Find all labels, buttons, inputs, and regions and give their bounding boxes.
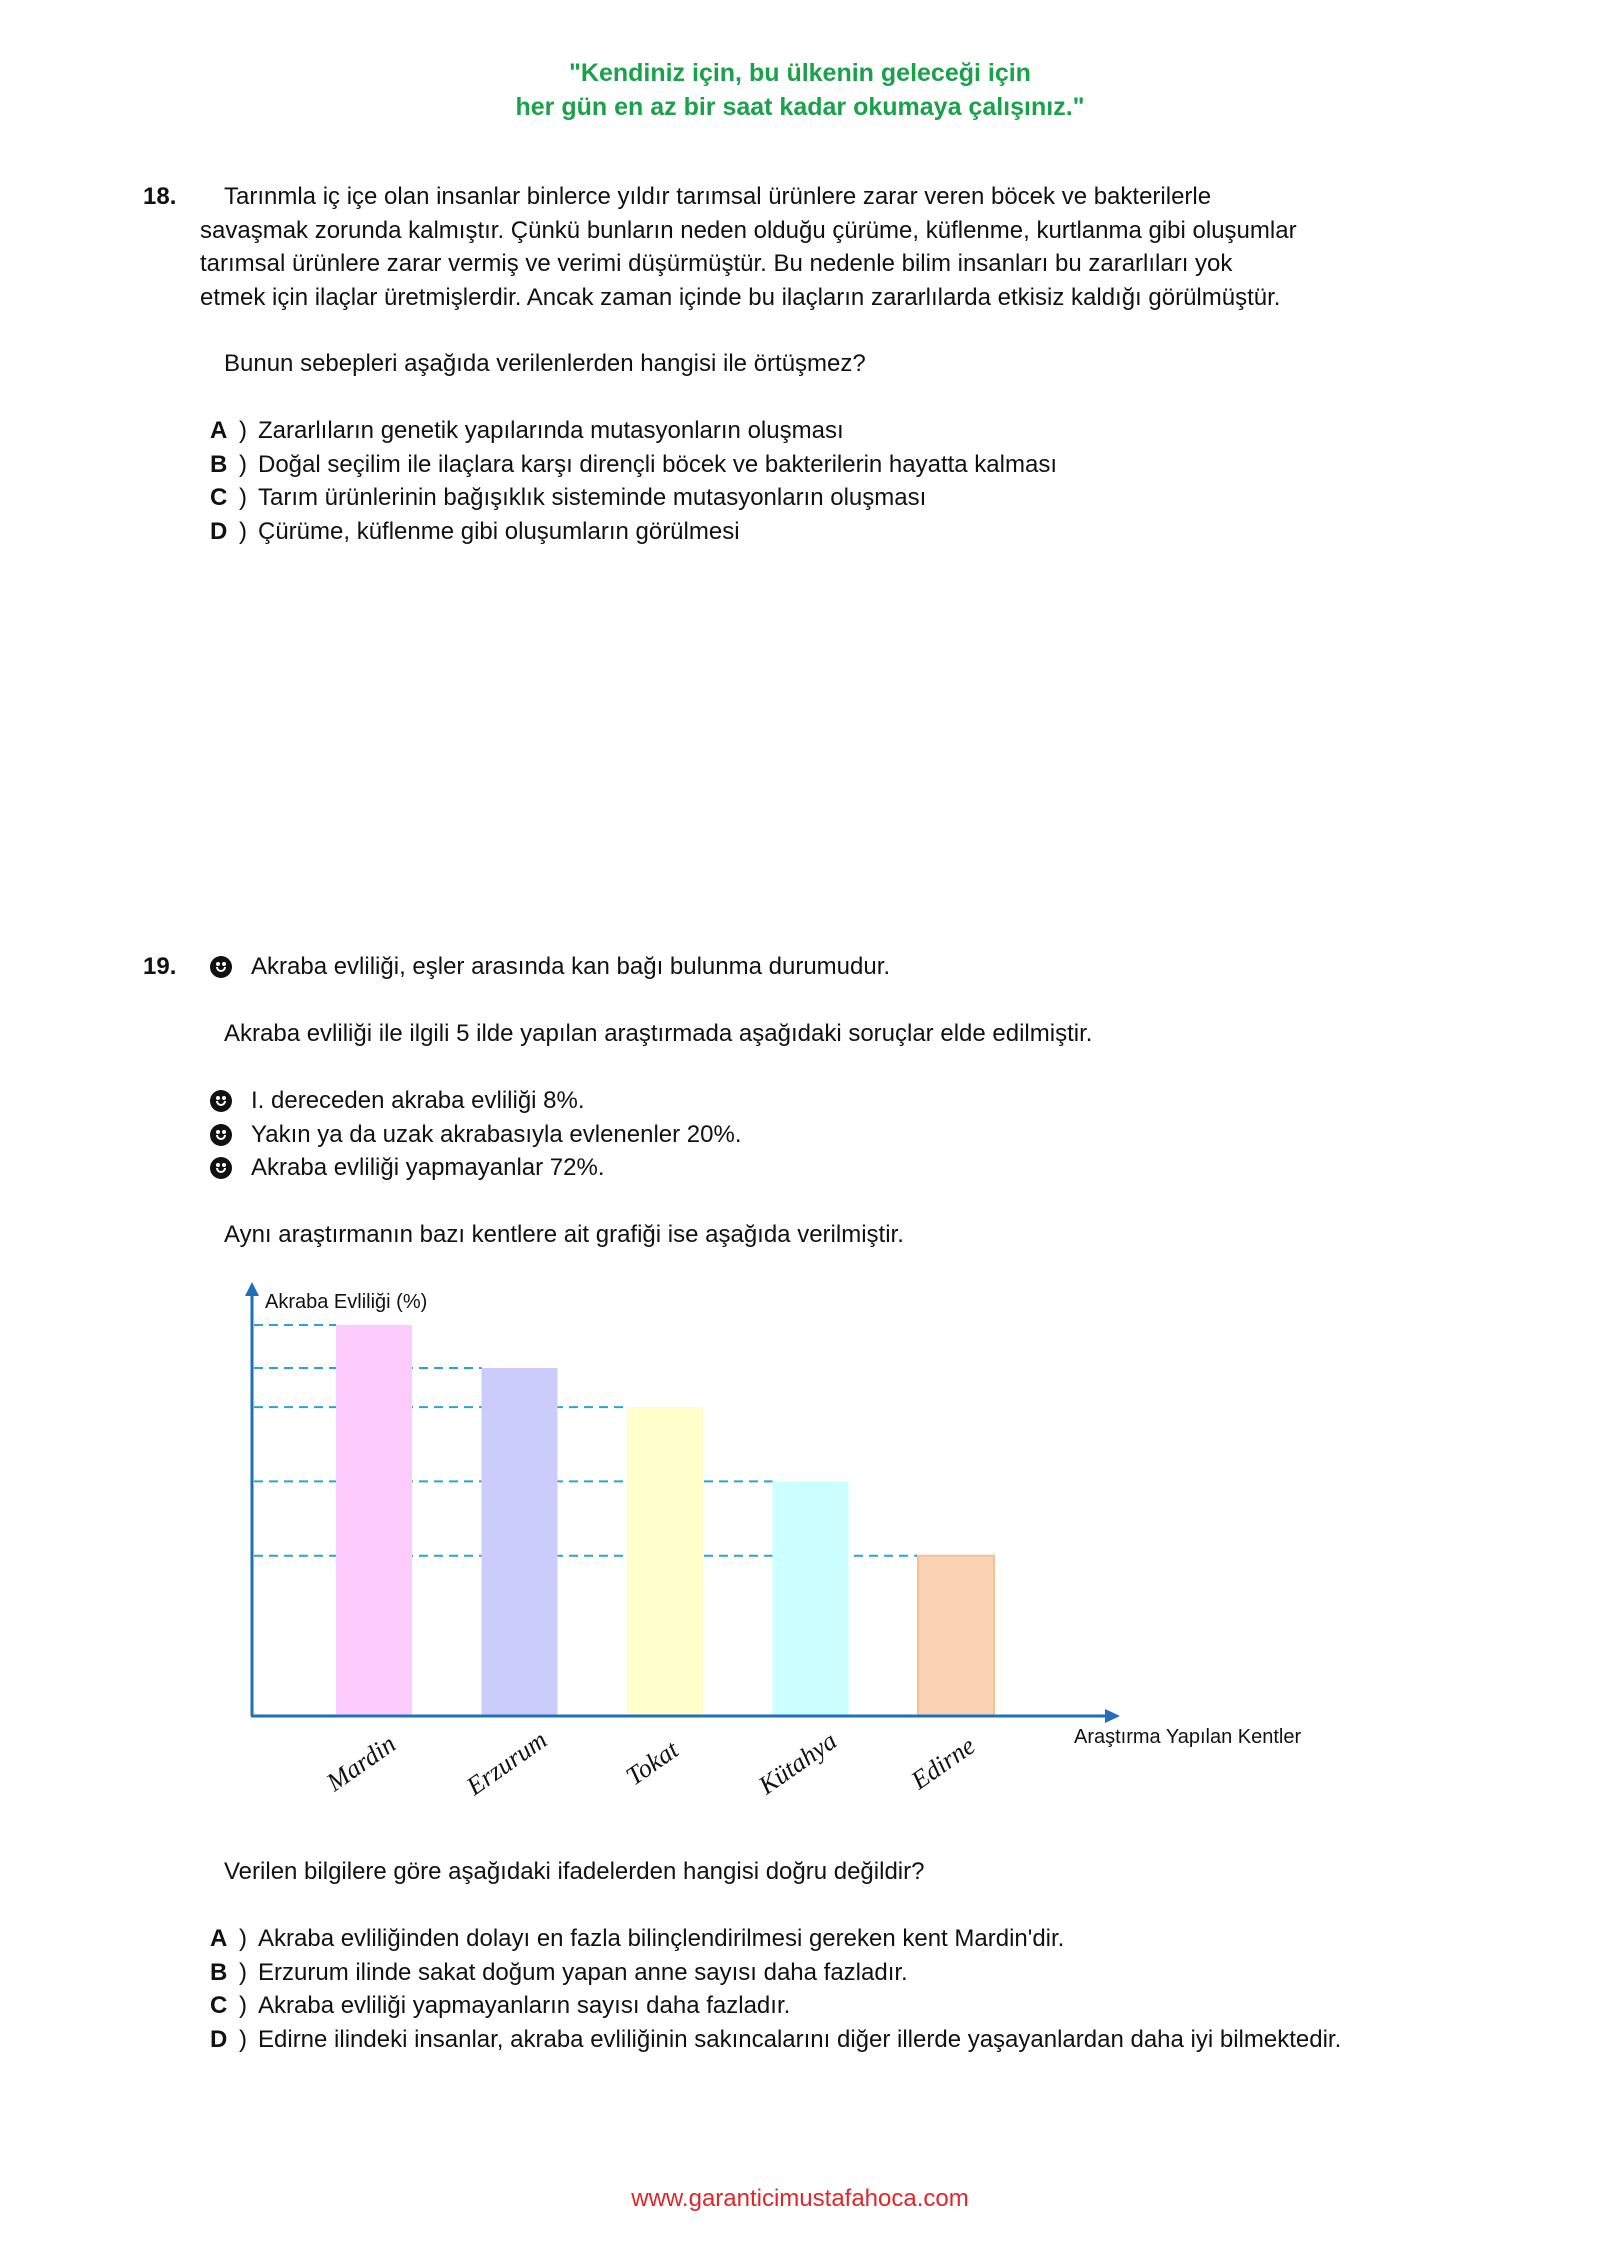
fact-item: Yakın ya da uzak akrabasıyla evlenenler 20%. [210, 1118, 1410, 1152]
website-link[interactable]: www.garanticimustafahoca.com [631, 2185, 969, 2212]
bar-tokat [627, 1407, 703, 1716]
smiley-bullet-icon [210, 956, 232, 978]
x-axis-label: Araştırma Yapılan Kentler [1074, 1726, 1302, 1748]
x-tick-label: Kütahya [753, 1725, 843, 1801]
fact-item: Akraba evliliği yapmayanlar 72%. [210, 1151, 1410, 1185]
question-stem: Bunun sebepleri aşağıda verilenlerden hangisi ile örtüşmez? [224, 350, 866, 377]
smiley-bullet-icon [210, 1090, 232, 1112]
question-paragraph [200, 180, 1480, 314]
question-number: 18. [143, 183, 177, 210]
x-axis-arrow-icon [1105, 1709, 1120, 1723]
question-number: 19. [143, 953, 177, 980]
question-stem: Verilen bilgilere göre aşağıdaki ifadelerden hangisi doğru değildir? [224, 1858, 925, 1885]
x-tick-label: Edirne [905, 1730, 981, 1796]
paragraph-line: tarımsal ürünlere zarar vermiş ve verimi düşürmüştür. Bu nedenle bilim insanları bu zararlıları yok [200, 250, 1233, 277]
bar-edirne [918, 1556, 994, 1716]
motto [0, 56, 1600, 124]
fact-item: I. dereceden akraba evliliği 8%. [210, 1084, 1410, 1118]
x-tick-label: Erzurum [461, 1725, 553, 1802]
definition-item: Akraba evliliği, eşler arasında kan bağı bulunma durumudur. [210, 950, 1410, 984]
paragraph-line: Tarınmla iç içe olan insanlar binlerce yıldır tarımsal ürünlere zarar veren böcek ve bakterilerle [224, 183, 1212, 210]
smiley-bullet-icon [210, 1157, 232, 1179]
y-axis-label: Akraba Evliliği (%) [265, 1291, 428, 1313]
bar-mardin [336, 1325, 412, 1716]
smiley-bullet-icon [210, 1124, 232, 1146]
bar-kütahya [773, 1481, 849, 1716]
chart-intro: Aynı araştırmanın bazı kentlere ait grafiği ise aşağıda verilmiştir. [224, 1221, 904, 1248]
x-tick-label: Tokat [620, 1734, 684, 1792]
x-tick-label: Mardin [321, 1729, 401, 1798]
research-intro: Akraba evliliği ile ilgili 5 ilde yapılan araştırmada aşağıdaki soruçlar elde edilmiştir. [224, 1020, 1093, 1047]
motto-line-1: "Kendiniz için, bu ülkenin geleceği için [569, 59, 1031, 87]
y-axis-arrow-icon [245, 1282, 259, 1296]
motto-line-2: her gün en az bir saat kadar okumaya çalışınız." [515, 93, 1085, 121]
facts-list [210, 1084, 1410, 1185]
paragraph-line: savaşmak zorunda kalmıştır. Çünkü bunların neden olduğu çürüme, küflenme, kurtlanma gibi oluşumlar [200, 216, 1297, 244]
paragraph-line: etmek için ilaçlar üretmişlerdir. Ancak zaman içinde bu ilaçların zararlılarda etkisiz kaldığı görülmüştür. [200, 283, 1281, 311]
bar-erzurum [482, 1368, 558, 1716]
